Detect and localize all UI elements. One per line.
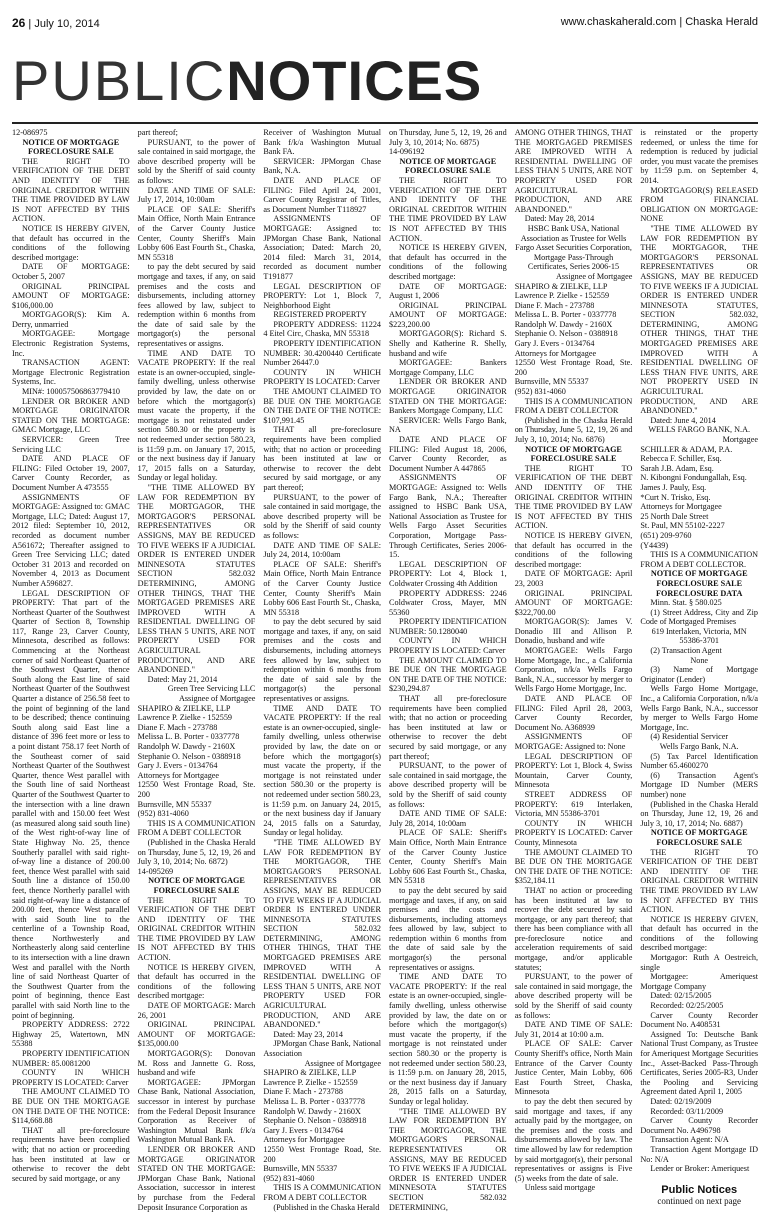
notice-heading: NOTICE OF MORTGAGE FORECLOSURE SALE FORECLOSURE DATA	[640, 569, 758, 598]
notice-line: (Y4439)	[640, 541, 758, 551]
notice-paragraph: THAT all pre-foreclosure requirements have been complied with; that no action or proceeding has been instituted at law or otherwise to recover the debt secured by said mortgage, or any	[12, 1126, 130, 1184]
notice-paragraph: TIME AND DATE TO VACATE PROPERTY: If the real estate is an owner-occupied, single-family dwelling, unless otherwise provided by law, the date on or before which the mortgagor(s) must vacate the property, if the mortgage is not reinstated under section 580.30 or the property is not redeemed under section 580.23, is 11:59 p.m. on January 24, 2015, or the next business day if January 24, 2015 falls on a Saturday, Sunday or legal holiday.	[263, 704, 381, 838]
notice-line: on Thursday, June 5, 12, 19, 26 and July 3, 10, 2014; No. 6875)	[389, 128, 507, 147]
notice-heading: NOTICE OF MORTGAGE FORECLOSURE SALE	[389, 157, 507, 176]
notice-paragraph: PURSUANT, to the power of sale contained in said mortgage, the above described property will be sold by the Sheriff of said county as follows:	[263, 493, 381, 541]
notice-paragraph: DATE AND PLACE OF FILING: Filed April 28, 2003, Carver County Recorder, Document No. A368939	[515, 694, 633, 732]
notice-paragraph: PROPERTY ADDRESS: 2246 Coldwater Cross, Mayer, MN 55360	[389, 589, 507, 618]
notice-line: SHAPIRO & ZIELKE, LLP	[515, 282, 633, 292]
section-banner	[12, 42, 482, 120]
notice-paragraph: THIS IS A COMMUNICATION FROM A DEBT COLLECTOR	[515, 397, 633, 416]
notice-paragraph: ASSIGNMENTS OF MORTGAGE: Assigned to: GMAC Mortgage, LLC; Dated: August 17, 2012 filed: September 10, 2012, recorded as document number A561672; Thereafter assigned to Green Tree Servicing LLC; dated October 31 2013 and recorded on November 4, 2013 as Document Number A596827.	[12, 493, 130, 589]
column-4	[389, 128, 507, 1016]
notice-paragraph: TRANSACTION AGENT: Mortgage Electronic Registration Systems, Inc.	[12, 358, 130, 387]
notice-line: Burnsville, MN 55337	[138, 800, 256, 810]
notice-line: Stephanie O. Nelson - 0388918	[515, 329, 633, 339]
notice-paragraph: MIN#: 100057506863779410	[12, 387, 130, 397]
notice-paragraph: PROPERTY IDENTIFICATION NUMBER: 30.4200440 Certificate Number 26447.0	[263, 339, 381, 368]
banner-rule	[12, 122, 758, 124]
notice-line: (952) 831-4060	[138, 809, 256, 819]
notice-id: 14-095269	[138, 867, 256, 877]
notice-paragraph: PURSUANT, to the power of sale contained in said mortgage, the above described property will be sold by the Sheriff of said county as follows:	[515, 972, 633, 1020]
notice-paragraph: (Published in the Chaska Herald	[263, 1203, 381, 1212]
notice-paragraph: Carver County Recorder Document No. A496798	[640, 1116, 758, 1135]
notice-paragraph: LEGAL DESCRIPTION OF PROPERTY: Lot 1, Block 7, Neighborhood Eight	[263, 282, 381, 311]
notice-paragraph: Minn. Stat. § 580.025	[640, 598, 758, 608]
notice-line: is reinstated or the property redeemed, or unless the time for redemption is reduced by judicial order, you must vacate the premises by 11:59 p.m. on September 4, 2014.	[640, 128, 758, 186]
notice-paragraph: ORIGINAL PRINCIPAL AMOUNT OF MORTGAGE: $223,200.00	[389, 301, 507, 330]
notice-paragraph: PLACE OF SALE: Sheriff's Main Office, North Main Entrance of the Carver County Justice Center, County Sheriff's Main Lobby 606 East Fourth St., Chaska, MN 55318	[389, 828, 507, 886]
notice-paragraph: LENDER OR BROKER AND MORTGAGE ORIGINATOR STATED ON THE MORTGAGE: Bankers Mortgage Company, LLC	[389, 377, 507, 415]
signature-line: Assignee of Mortgagee	[138, 694, 256, 704]
notice-paragraph: "THE TIME ALLOWED BY LAW FOR REDEMPTION BY THE MORTGAGOR, THE MORTGAGOR'S PERSONAL REPRESENTATIVES OR ASSIGNS, MAY BE REDUCED TO FIVE WEEKS IF A JUDICIAL ORDER IS ENTERED UNDER MINNESOTA STATUTES SECTION 582.032 DETERMINING, AMONG OTHER THINGS, THAT THE MORTGAGED PREMISES ARE IMPROVED WITH A RESIDENTIAL DWELLING OF LESS THAN 5 UNITS, ARE NOT PROPERTY USED FOR AGRICULTURAL PRODUCTION, AND ARE ABANDONED."	[263, 838, 381, 1030]
notice-paragraph: "THE TIME ALLOWED BY LAW FOR REDEMPTION BY THE MORTGAGOR, THE MORTGAGOR'S PERSONAL REPRESENTATIVES OR ASSIGNS, MAY BE REDUCED TO FIVE WEEKS IF A JUDICIAL ORDER IS ENTERED UNDER MINNESOTA STATUTES, SECTION 582.032, DETERMINING, AMONG OTHER THINGS, THAT THE MORTGAGED PREMISES ARE IMPROVED WITH A RESIDENTIAL DWELLING OF LESS THAN FIVE UNITS, ARE NOT PROPERTY USED IN AGRICULTURAL PRODUCTION, AND ARE ABANDONED."	[640, 224, 758, 416]
notice-id: 12-086975	[12, 128, 130, 138]
notice-line: Rebecca F. Schiller, Esq.	[640, 454, 758, 464]
notice-paragraph: THE AMOUNT CLAIMED TO BE DUE ON THE MORTGAGE ON THE DATE OF THE NOTICE: $230,294.87	[389, 656, 507, 694]
signature-line: WELLS FARGO BANK, N.A.	[640, 425, 758, 435]
notice-line: Gary J. Evers - 0134764	[515, 339, 633, 349]
notice-line: 25 North Dale Street	[640, 512, 758, 522]
notice-heading: NOTICE OF MORTGAGE FORECLOSURE SALE	[640, 828, 758, 847]
notice-line: 12550 West Frontage Road, Ste. 200	[263, 1145, 381, 1164]
notice-paragraph: ASSIGNMENTS OF MORTGAGE: Assigned to: None	[515, 732, 633, 751]
site-url[interactable]: www.chaskaherald.com | Chaska Herald	[561, 16, 758, 28]
column-1	[12, 128, 130, 1016]
notice-paragraph: MORTGAGOR(S): Richard S. Shelly and Katherine R. Shelly, husband and wife	[389, 329, 507, 358]
banner-public: PUBLIC	[12, 49, 226, 112]
notice-line: Lawrence P. Zielke - 152559	[138, 713, 256, 723]
notice-paragraph: ASSIGNMENTS OF MORTGAGE: Assigned to: Wells Fargo Bank, N.A.; Thereafter assigned to HSBC Bank USA, National Association as Trustee for Wells Fargo Asset Securities Corporation, Mortgage Pass-Through Certificates, Series 2006-15.	[389, 473, 507, 559]
notice-paragraph: Carver County Recorder Document No. A408531	[640, 1011, 758, 1030]
column-6	[640, 128, 758, 1016]
notice-paragraph: (Published in the Chaska Herald on Thursday, June 12, 19, 26 and July 3, 10, 17, 2014; No. 6887)	[640, 800, 758, 829]
page-header	[12, 14, 758, 32]
notice-paragraph: Dated: June 4, 2014	[640, 416, 758, 426]
notice-paragraph: MORTGAGOR(S): James V. Donadio III and Allison P. Donadio, husband and wife	[515, 617, 633, 646]
notice-paragraph: ORIGINAL PRINCIPAL AMOUNT OF MORTGAGE: $322,700.00	[515, 589, 633, 618]
signature-line: None	[640, 656, 758, 666]
notice-paragraph: COUNTY IN WHICH PROPERTY IS LOCATED: Carver County, Minnesota	[515, 819, 633, 848]
notice-paragraph: Dated: May 23, 2014	[263, 1030, 381, 1040]
notice-line: AMONG OTHER THINGS, THAT THE MORTGAGED PREMISES ARE IMPROVED WITH A RESIDENTIAL DWELLING OF LESS THAN 5 UNITS, ARE NOT PROPERTY USED FOR AGRICULTURAL PRODUCTION, AND ARE ABANDONED."	[515, 128, 633, 214]
notice-line: Burnsville, MN 55337	[263, 1164, 381, 1174]
notice-paragraph: COUNTY IN WHICH PROPERTY IS LOCATED: Carver	[12, 1068, 130, 1087]
continued-subtitle: continued on next page	[640, 1197, 758, 1207]
notice-line: Diane F. Mach - 273788	[138, 723, 256, 733]
notice-paragraph: PURSUANT, to the power of sale contained in said mortgage, the above described property will be sold by the Sheriff of said county as follows:	[138, 138, 256, 186]
notice-heading: NOTICE OF MORTGAGE FORECLOSURE SALE	[12, 138, 130, 157]
notice-paragraph: PLACE OF SALE: Sheriff's Main Office, North Main Entrance of the Carver County Justice Center, County Sheriff's Main Lobby 606 East Fourth St., Chaska, MN 55318	[263, 560, 381, 618]
notice-heading: NOTICE OF MORTGAGE FORECLOSURE SALE	[138, 876, 256, 895]
notice-line: part thereof;	[138, 128, 256, 138]
notice-paragraph: (1) Street Address, City and Zip Code of Mortgaged Premises	[640, 608, 758, 627]
column-5	[515, 128, 633, 1016]
notice-paragraph: THE RIGHT TO VERIFICATION OF THE DEBT AND IDENTITY OF THE ORIGINAL CREDITOR WITHIN THE TIME PROVIDED BY LAW IS NOT AFFECTED BY THIS ACTION.	[12, 157, 130, 224]
column-2	[138, 128, 256, 1016]
notice-paragraph: to pay the debt then secured by said mortgage and taxes, if any actually paid by the mortgagee, on the premises and the costs and disbursements allowed by law. The time allowed by law for redemption by said mortgagor(s), their personal representatives or assigns is Five (5) weeks from the date of sale.	[515, 1097, 633, 1183]
notice-line: *Curt N. Trisko, Esq.	[640, 493, 758, 503]
signature-line: Mortgagee	[640, 435, 758, 445]
notice-paragraph: ASSIGNMENTS OF MORTGAGE: Assigned to: JPMorgan Chase Bank, National Association; Dated: March 20, 2014 filed: March 31, 2014, recorded as document number T191877	[263, 214, 381, 281]
signature-line: Wells Fargo Bank, N.A.	[640, 742, 758, 752]
notice-paragraph: THE AMOUNT CLAIMED TO BE DUE ON THE MORTGAGE ON THE DATE OF THE NOTICE: $352,184.11	[515, 848, 633, 886]
signature-line: Assignee of Mortgagee	[515, 272, 633, 282]
notice-line: Burnsville, MN 55337	[515, 377, 633, 387]
notice-paragraph: to pay the debt secured by said mortgage and taxes, if any, on said premises and the costs and disbursements, including attorneys fees allowed by law, subject to redemption within 6 months from the date of said sale by the mortgagor(s) the personal representatives or assigns.	[389, 886, 507, 972]
notice-line: James J. Pauly, Esq.	[640, 483, 758, 493]
notice-paragraph: MORTGAGEE: Wells Fargo Home Mortgage, Inc., a California Corporation, n/k/a Wells Fargo Bank, N.A., successor by merger to Wells Fargo Home Mortgage, Inc.	[515, 646, 633, 694]
notice-paragraph: NOTICE IS HEREBY GIVEN, that default has occurred in the conditions of the following described mortgage:	[389, 243, 507, 281]
notice-line: Randolph W. Dawdy - 2160X	[263, 1107, 381, 1117]
notice-paragraph: (3) Name of Mortgage Originator (Lender)	[640, 665, 758, 684]
notice-paragraph: TIME AND DATE TO VACATE PROPERTY: If the real estate is an owner-occupied, single-family dwelling, unless otherwise provided by law, the date on or before which the mortgagor(s) must vacate the property, if the mortgage is not reinstated under section 580.30 or the property is not redeemed under section 580.23, is 11:59 p.m. on January 28, 2015, or the next business day if January 28, 2015 falls on a Saturday, Sunday or legal holiday.	[389, 972, 507, 1106]
notice-paragraph: DATE OF MORTGAGE: March 26, 2001	[138, 1001, 256, 1020]
notice-paragraph: JPMorgan Chase Bank, National Association	[263, 1039, 381, 1058]
notice-line: Sarah J.B. Adam, Esq.	[640, 464, 758, 474]
notice-paragraph: Dated: 02/15/2005	[640, 991, 758, 1001]
notice-line: SHAPIRO & ZIELKE, LLP	[138, 704, 256, 714]
notice-line: Melissa L. B. Porter - 0337778	[138, 732, 256, 742]
notice-line: N. Kibongni Fondungallah, Esq.	[640, 473, 758, 483]
notice-paragraph: PROPERTY IDENTIFICATION NUMBER: 85.0081200	[12, 1049, 130, 1068]
notice-paragraph: PLACE OF SALE: Sheriff's Main Office, North Main Entrance of the Carver County Justice Center, County Sheriff's Main Lobby 606 East Fourth St., Chaska, MN 55318	[138, 205, 256, 263]
notice-line: (651) 209-9760	[640, 531, 758, 541]
notice-paragraph: "THE TIME ALLOWED BY LAW FOR REDEMPTION BY THE MORTGAGOR, THE MORTGAGOR'S PERSONAL REPRESENTATIVES OR ASSIGNS, MAY BE REDUCED TO FIVE WEEKS IF A JUDICIAL ORDER IS ENTERED UNDER MINNESOTA STATUTES SECTION 582.032 DETERMINING,	[389, 1107, 507, 1212]
notice-paragraph: SERVICER: Green Tree Servicing LLC	[12, 435, 130, 454]
notice-line: Receiver of Washington Mutual Bank f/k/a Washington Mutual Bank FA.	[263, 128, 381, 157]
notice-line: Attorneys for Mortgagee	[263, 1135, 381, 1145]
notice-paragraph: Recorded: 02/25/2005	[640, 1001, 758, 1011]
notice-paragraph: DATE OF MORTGAGE: April 23, 2003	[515, 569, 633, 588]
notice-paragraph: THIS IS A COMMUNICATION FROM A DEBT COLLECTOR	[263, 1183, 381, 1202]
notice-id: 14-096192	[389, 147, 507, 157]
notice-paragraph: (5) Tax Parcel Identification Number 65.4600270	[640, 752, 758, 771]
notice-line: Lawrence P. Zielke - 152559	[263, 1078, 381, 1088]
notice-paragraph: COUNTY IN WHICH PROPERTY IS LOCATED: Carver	[389, 636, 507, 655]
notice-heading: NOTICE OF MORTGAGE FORECLOSURE SALE	[515, 445, 633, 464]
notice-paragraph: NOTICE IS HEREBY GIVEN, that default has occurred in the conditions of the following described mortgage:	[515, 531, 633, 569]
notice-paragraph: SERVICER: Wells Fargo Bank, NA	[389, 416, 507, 435]
notice-paragraph: DATE OF MORTGAGE: August 1, 2006	[389, 282, 507, 301]
notice-paragraph: LEGAL DESCRIPTION OF PROPERTY: That part of the Northeast Quarter of the Southwest Quarter of Section 8, Township 117, Range 23, Carver County, Minnesota, described as follows: Commencing at the Northeast corner of said Northeast Quarter of the Southwest Quarter, thence South along the East line of said Northeast Quarter of the Southwest Quarter a distance of 256.58 feet to the point of beginning of the land to be described; thence continuing South along said East line a distance of 396 feet more or less to a point distant 758.17 feet North of the Southeast corner of said Northeast Quarter of the Southwest Quarter, thence West parallel with the South line of said Northeast Quarter of the Southwest Quarter to the intersection with a line drawn parallel with and 150.00 feet West (as measured along said south line) of the West right-of-way line of State Highway No. 25, thence Southerly parallel with said right-of-way line a distance of 200.00 feet, thence West parallel with said South line a distance of 150.00 feet, thence Northerly parallel with said right-of-way line a distance of 200.00 feet, thence West parallel with said South line to the centerline of a Township Road, thence Northwesterly and Northeasterly along said centerline to its intersection with a line drawn West and parallel with the North line of said Northeast Quarter of the Southwest Quarter from the point of beginning, thence East parallel with said North line to the point of beginning.	[12, 589, 130, 1021]
notice-paragraph: DATE AND PLACE OF FILING: Filed August 18, 2006, Carver County Recorder, as Document Number A 447865	[389, 435, 507, 473]
notice-paragraph: Assigned To: Deutsche Bank National Trust Company, as Trustee for Ameriquest Mortgage Securities Inc., Asset-Backed Pass-Through Certificates, Series 2005-R3, Under the Pooling and Servicing Agreement dated April 1, 2005	[640, 1030, 758, 1097]
notice-columns	[12, 128, 758, 1016]
notice-paragraph: PROPERTY ADDRESS: 11224 4 Eitel Circ, Chaska, MN 55318	[263, 320, 381, 339]
notice-paragraph: Dated: 02/19/2009	[640, 1097, 758, 1107]
notice-line: Diane F. Mach - 273788	[515, 301, 633, 311]
folio-separator: |	[28, 18, 34, 30]
notice-paragraph: STREET ADDRESS OF PROPERTY: 619 Interlaken, Victoria, MN 55386-3701	[515, 790, 633, 819]
continued-note	[640, 1186, 758, 1207]
notice-line: SCHILLER & ADAM, P.A.	[640, 445, 758, 455]
notice-paragraph: THIS IS A COMMUNICATION FROM A DEBT COLLECTOR.	[640, 550, 758, 569]
notice-paragraph: (4) Residential Servicer	[640, 732, 758, 742]
notice-paragraph: NOTICE IS HEREBY GIVEN, that default has occurred in the conditions of the following described mortgage:	[138, 963, 256, 1001]
signature-line: HSBC Bank USA, National Association as Trustee for Wells Fargo Asset Securities Corporation, Mortgage Pass-Through Certificates, Series 2006-15	[515, 224, 633, 272]
notice-paragraph: DATE AND TIME OF SALE: July 31, 2014 at 10:00 a.m.	[515, 1020, 633, 1039]
notice-paragraph: THAT all pre-foreclosure requirements have been complied with; that no action or proceeding has been instituted at law or otherwise to recover the debt secured by said mortgage, or any part thereof;	[389, 694, 507, 761]
notice-paragraph: THAT all pre-foreclosure requirements have been complied with; that no action or proceeding has been instituted at law or otherwise to recover the debt secured by said mortgage, or any part thereof;	[263, 425, 381, 492]
column-3	[263, 128, 381, 1016]
page-number: 26	[12, 16, 25, 30]
notice-line: Randolph W. Dawdy - 2160X	[138, 742, 256, 752]
notice-paragraph: ORIGINAL PRINCIPAL AMOUNT OF MORTGAGE: $135,000.00	[138, 1020, 256, 1049]
notice-line: Stephanie O. Nelson - 0388918	[138, 752, 256, 762]
notice-paragraph: DATE AND PLACE OF FILING: Filed October 19, 2007, Carver County Recorder, as Document Number A 473555	[12, 454, 130, 492]
notice-paragraph: REGISTERED PROPERTY	[263, 310, 381, 320]
notice-paragraph: COUNTY IN WHICH PROPERTY IS LOCATED: Carver	[263, 368, 381, 387]
notice-line: Melissa L. B. Porter - 0337778	[515, 310, 633, 320]
notice-paragraph: to pay the debt secured by said mortgage and taxes, if any, on said premises and the costs and disbursements, including attorneys fees allowed by law, subject to redemption within 6 months from the date of said sale by the mortgagor(s) the personal representatives or assigns.	[263, 617, 381, 703]
notice-paragraph: TIME AND DATE TO VACATE PROPERTY: If the real estate is an owner-occupied, single-family dwelling, unless otherwise provided by law, the date on or before which the mortgagor(s) must vacate the property, if the mortgage is not reinstated under section 580.30 or the property is not redeemed under section 580.23, is 11:59 p.m. on January 17, 2015, or the next business day if January 17, 2015 falls on a Saturday, Sunday or legal holiday.	[138, 349, 256, 483]
issue-date: July 10, 2014	[34, 18, 99, 30]
notice-paragraph: THAT no action or proceeding has been instituted at law to recover the debt secured by said mortgage, or any part thereof; that there has been compliance with all pre-foreclosure notice and acceleration requirements of said mortgage, and/or applicable statutes;	[515, 886, 633, 972]
notice-paragraph: PROPERTY IDENTIFICATION NUMBER: 50.1280040	[389, 617, 507, 636]
notice-paragraph: THE RIGHT TO VERIFICATION OF THE DEBT AND IDENTITY OF THE ORIGINAL CREDITOR WITHIN THE TIME PROVIDED BY LAW IS NOT AFFECTED BY THIS ACTION.	[138, 896, 256, 963]
notice-paragraph: to pay the debt secured by said mortgage and taxes, if any, on said premises and the costs and disbursements, including attorney fees allowed by law, subject to redemption within 6 months from the date of said sale by the mortgagor(s) the personal representatives or assigns.	[138, 262, 256, 348]
notice-paragraph: LENDER OR BROKER AND MORTGAGE ORIGINATOR STATED ON THE MORTGAGE: JPMorgan Chase Bank, National Association, successor in interest by purchase from the Federal Deposit Insurance Corporation as	[138, 1145, 256, 1212]
notice-paragraph: DATE AND TIME OF SALE: July 17, 2014, 10:00am	[138, 186, 256, 205]
notice-paragraph: DATE AND TIME OF SALE: July 28, 2014, 10:00am	[389, 809, 507, 828]
notice-line: Diane F. Mach - 273788	[263, 1087, 381, 1097]
notice-line: Randolph W. Dawdy - 2160X	[515, 320, 633, 330]
notice-line: Gary J. Evers - 0134764	[263, 1126, 381, 1136]
notice-paragraph: (Published in the Chaska Herald on Thursday, June 5, 12, 19, 26 and July 3, 10, 2014; No. 6876)	[515, 416, 633, 445]
page-folio	[12, 16, 100, 30]
notice-paragraph: PLACE OF SALE: Carver County Sheriff's office, North Main Entrance of the Carver County Justice Center, Main Lobby, 606 East Fourth Street, Chaska, Minnesota	[515, 1039, 633, 1097]
notice-line: (952) 831-4060	[515, 387, 633, 397]
notice-paragraph: Unless said mortgage	[515, 1183, 633, 1193]
notice-line: Stephanie O. Nelson - 0388918	[263, 1116, 381, 1126]
notice-line: (952) 831-4060	[263, 1174, 381, 1184]
notice-paragraph: Transaction Agent: N/A	[640, 1135, 758, 1145]
notice-paragraph: LEGAL DESCRIPTION OF PROPERTY: Lot 4, Block 1, Coldwater Crossing 4th Addition	[389, 560, 507, 589]
notice-paragraph: NOTICE IS HEREBY GIVEN, that default has occurred in the conditions of the following described mortgage:	[12, 224, 130, 262]
notice-line: 12550 West Frontage Road, Ste. 200	[515, 358, 633, 377]
notice-paragraph: THE AMOUNT CLAIMED TO BE DUE ON THE MORTGAGE ON THE DATE OF THE NOTICE: $114,668.88	[12, 1087, 130, 1125]
notice-paragraph: PURSUANT, to the power of sale contained in said mortgage, the above described property will be sold by the Sheriff of said county as follows:	[389, 761, 507, 809]
continued-title: Public Notices	[640, 1186, 758, 1196]
notice-paragraph: Mortgagee: Ameriquest Mortgage Company	[640, 972, 758, 991]
notice-paragraph: Transaction Agent Mortgage ID No: N/A	[640, 1145, 758, 1164]
notice-paragraph: Wells Fargo Home Mortgage, Inc., a California Corporation, n/k/a Wells Fargo Bank, N.A., successor by merger to Wells Fargo Home Mortgage, Inc.	[640, 684, 758, 732]
notice-paragraph: DATE AND TIME OF SALE: July 24, 2014, 10:00am	[263, 541, 381, 560]
notice-paragraph: (Published in the Chaska Herald on Thursday, June 5, 12, 19, 26 and July 3, 10, 2014; No. 6872)	[138, 838, 256, 867]
notice-line: Melissa L. B. Porter - 0337778	[263, 1097, 381, 1107]
notice-paragraph: MORTGAGOR(S): Kim A. Derry, unmarried	[12, 310, 130, 329]
notice-paragraph: Recorded: 03/11/2009	[640, 1107, 758, 1117]
notice-line: Attorneys for Mortgagee	[515, 349, 633, 359]
notice-paragraph: Dated: May 21, 2014	[138, 675, 256, 685]
notice-line: SHAPIRO & ZIELKE, LLP	[263, 1068, 381, 1078]
notice-paragraph: PROPERTY ADDRESS: 2722 Highway 25, Watertown, MN 55388	[12, 1020, 130, 1049]
notice-paragraph: LEGAL DESCRIPTION OF PROPERTY: Lot 1, Block 4, Swiss Mountain, Carver County, Minnesota	[515, 752, 633, 790]
notice-line: Attorneys for Mortgagee	[138, 771, 256, 781]
notice-paragraph: Dated: May 28, 2014	[515, 214, 633, 224]
signature-line: 619 Interlaken, Victoria, MN 55386-3701	[640, 627, 758, 646]
notice-paragraph: Lender or Broker: Ameriquest	[640, 1164, 758, 1174]
notice-paragraph: LENDER OR BROKER AND MORTGAGE ORIGINATOR STATED ON THE MORTGAGE: GMAC Mortgage, LLC	[12, 397, 130, 435]
notice-paragraph: DATE OF MORTGAGE: October 5, 2007	[12, 262, 130, 281]
notice-line: St. Paul, MN 55102-2227	[640, 521, 758, 531]
notice-paragraph: THIS IS A COMMUNICATION FROM A DEBT COLLECTOR	[138, 819, 256, 838]
notice-line: Gary J. Evers - 0134764	[138, 761, 256, 771]
notice-line: 12550 West Frontage Road, Ste. 200	[138, 780, 256, 799]
notice-paragraph: MORTGAGEE: Bankers Mortgage Company, LLC	[389, 358, 507, 377]
notice-paragraph: "THE TIME ALLOWED BY LAW FOR REDEMPTION BY THE MORTGAGOR, THE MORTGAGOR'S PERSONAL REPRESENTATIVES OR ASSIGNS, MAY BE REDUCED TO FIVE WEEKS IF A JUDICIAL ORDER IS ENTERED UNDER MINNESOTA STATUTES SECTION 582.032 DETERMINING, AMONG OTHER THINGS, THAT THE MORTGAGED PREMISES ARE IMPROVED WITH A RESIDENTIAL DWELLING OF LESS THAN 5 UNITS, ARE NOT PROPERTY USED FOR AGRICULTURAL PRODUCTION, AND ARE ABANDONED."	[138, 483, 256, 675]
notice-paragraph: DATE AND PLACE OF FILING: Filed April 24, 2001, Carver County Registrar of Titles, as Document Number T118927	[263, 176, 381, 214]
notice-paragraph: MORTGAGEE: JPMorgan Chase Bank, National Association, successor in interest by purchase from the Federal Deposit Insurance Corporation as Receiver of Washington Mutual Bank f/k/a Washington Mutual Bank FA.	[138, 1078, 256, 1145]
notice-paragraph: MORTGAGEE: Mortgage Electronic Registration Systems, Inc.	[12, 329, 130, 358]
notice-paragraph: THE AMOUNT CLAIMED TO BE DUE ON THE MORTGAGE ON THE DATE OF THE NOTICE: $107,991.45	[263, 387, 381, 425]
signature-line: Assignee of Mortgagee	[263, 1059, 381, 1069]
notice-line: Attorneys for Mortgagee	[640, 502, 758, 512]
notice-paragraph: MORTGAGOR(S) RELEASED FROM FINANCIAL OBLIGATION ON MORTGAGE: NONE	[640, 186, 758, 224]
notice-paragraph: SERVICER: JPMorgan Chase Bank, N.A.	[263, 157, 381, 176]
notice-paragraph: THE RIGHT TO VERIFICATION OF THE DEBT AND IDENTITY OF THE ORIGINAL CREDITOR WITHIN THE TIME PROVIDED BY LAW IS NOT AFFECTED BY THIS ACTION.	[640, 848, 758, 915]
notice-line: Lawrence P. Zielke - 152559	[515, 291, 633, 301]
notice-paragraph: THE RIGHT TO VERIFICATION OF THE DEBT AND IDENTITY OF THE ORIGINAL CREDITOR WITHIN THE TIME PROVIDED BY LAW IS NOT AFFECTED BY THIS ACTION.	[389, 176, 507, 243]
notice-paragraph: THE RIGHT TO VERIFICATION OF THE DEBT AND IDENTITY OF THE ORIGINAL CREDITOR WITHIN THE TIME PROVIDED BY LAW IS NOT AFFECTED BY THIS ACTION.	[515, 464, 633, 531]
notice-paragraph: ORIGINAL PRINCIPAL AMOUNT OF MORTGAGE: $106,000.00	[12, 282, 130, 311]
notice-paragraph: Mortgagor: Ruth A Oestreich, single	[640, 953, 758, 972]
banner-notices: NOTICES	[226, 49, 482, 112]
notice-paragraph: (2) Transaction Agent	[640, 646, 758, 656]
notice-paragraph: MORTGAGOR(S): Donovan M. Ross and Jannette G. Ross, husband and wife	[138, 1049, 256, 1078]
notice-paragraph: NOTICE IS HEREBY GIVEN, that default has occurred in the conditions of the following described mortgage:	[640, 915, 758, 953]
notice-paragraph: (6) Transaction Agent's Mortgage ID Number (MERS number) none	[640, 771, 758, 800]
signature-line: Green Tree Servicing LLC	[138, 684, 256, 694]
